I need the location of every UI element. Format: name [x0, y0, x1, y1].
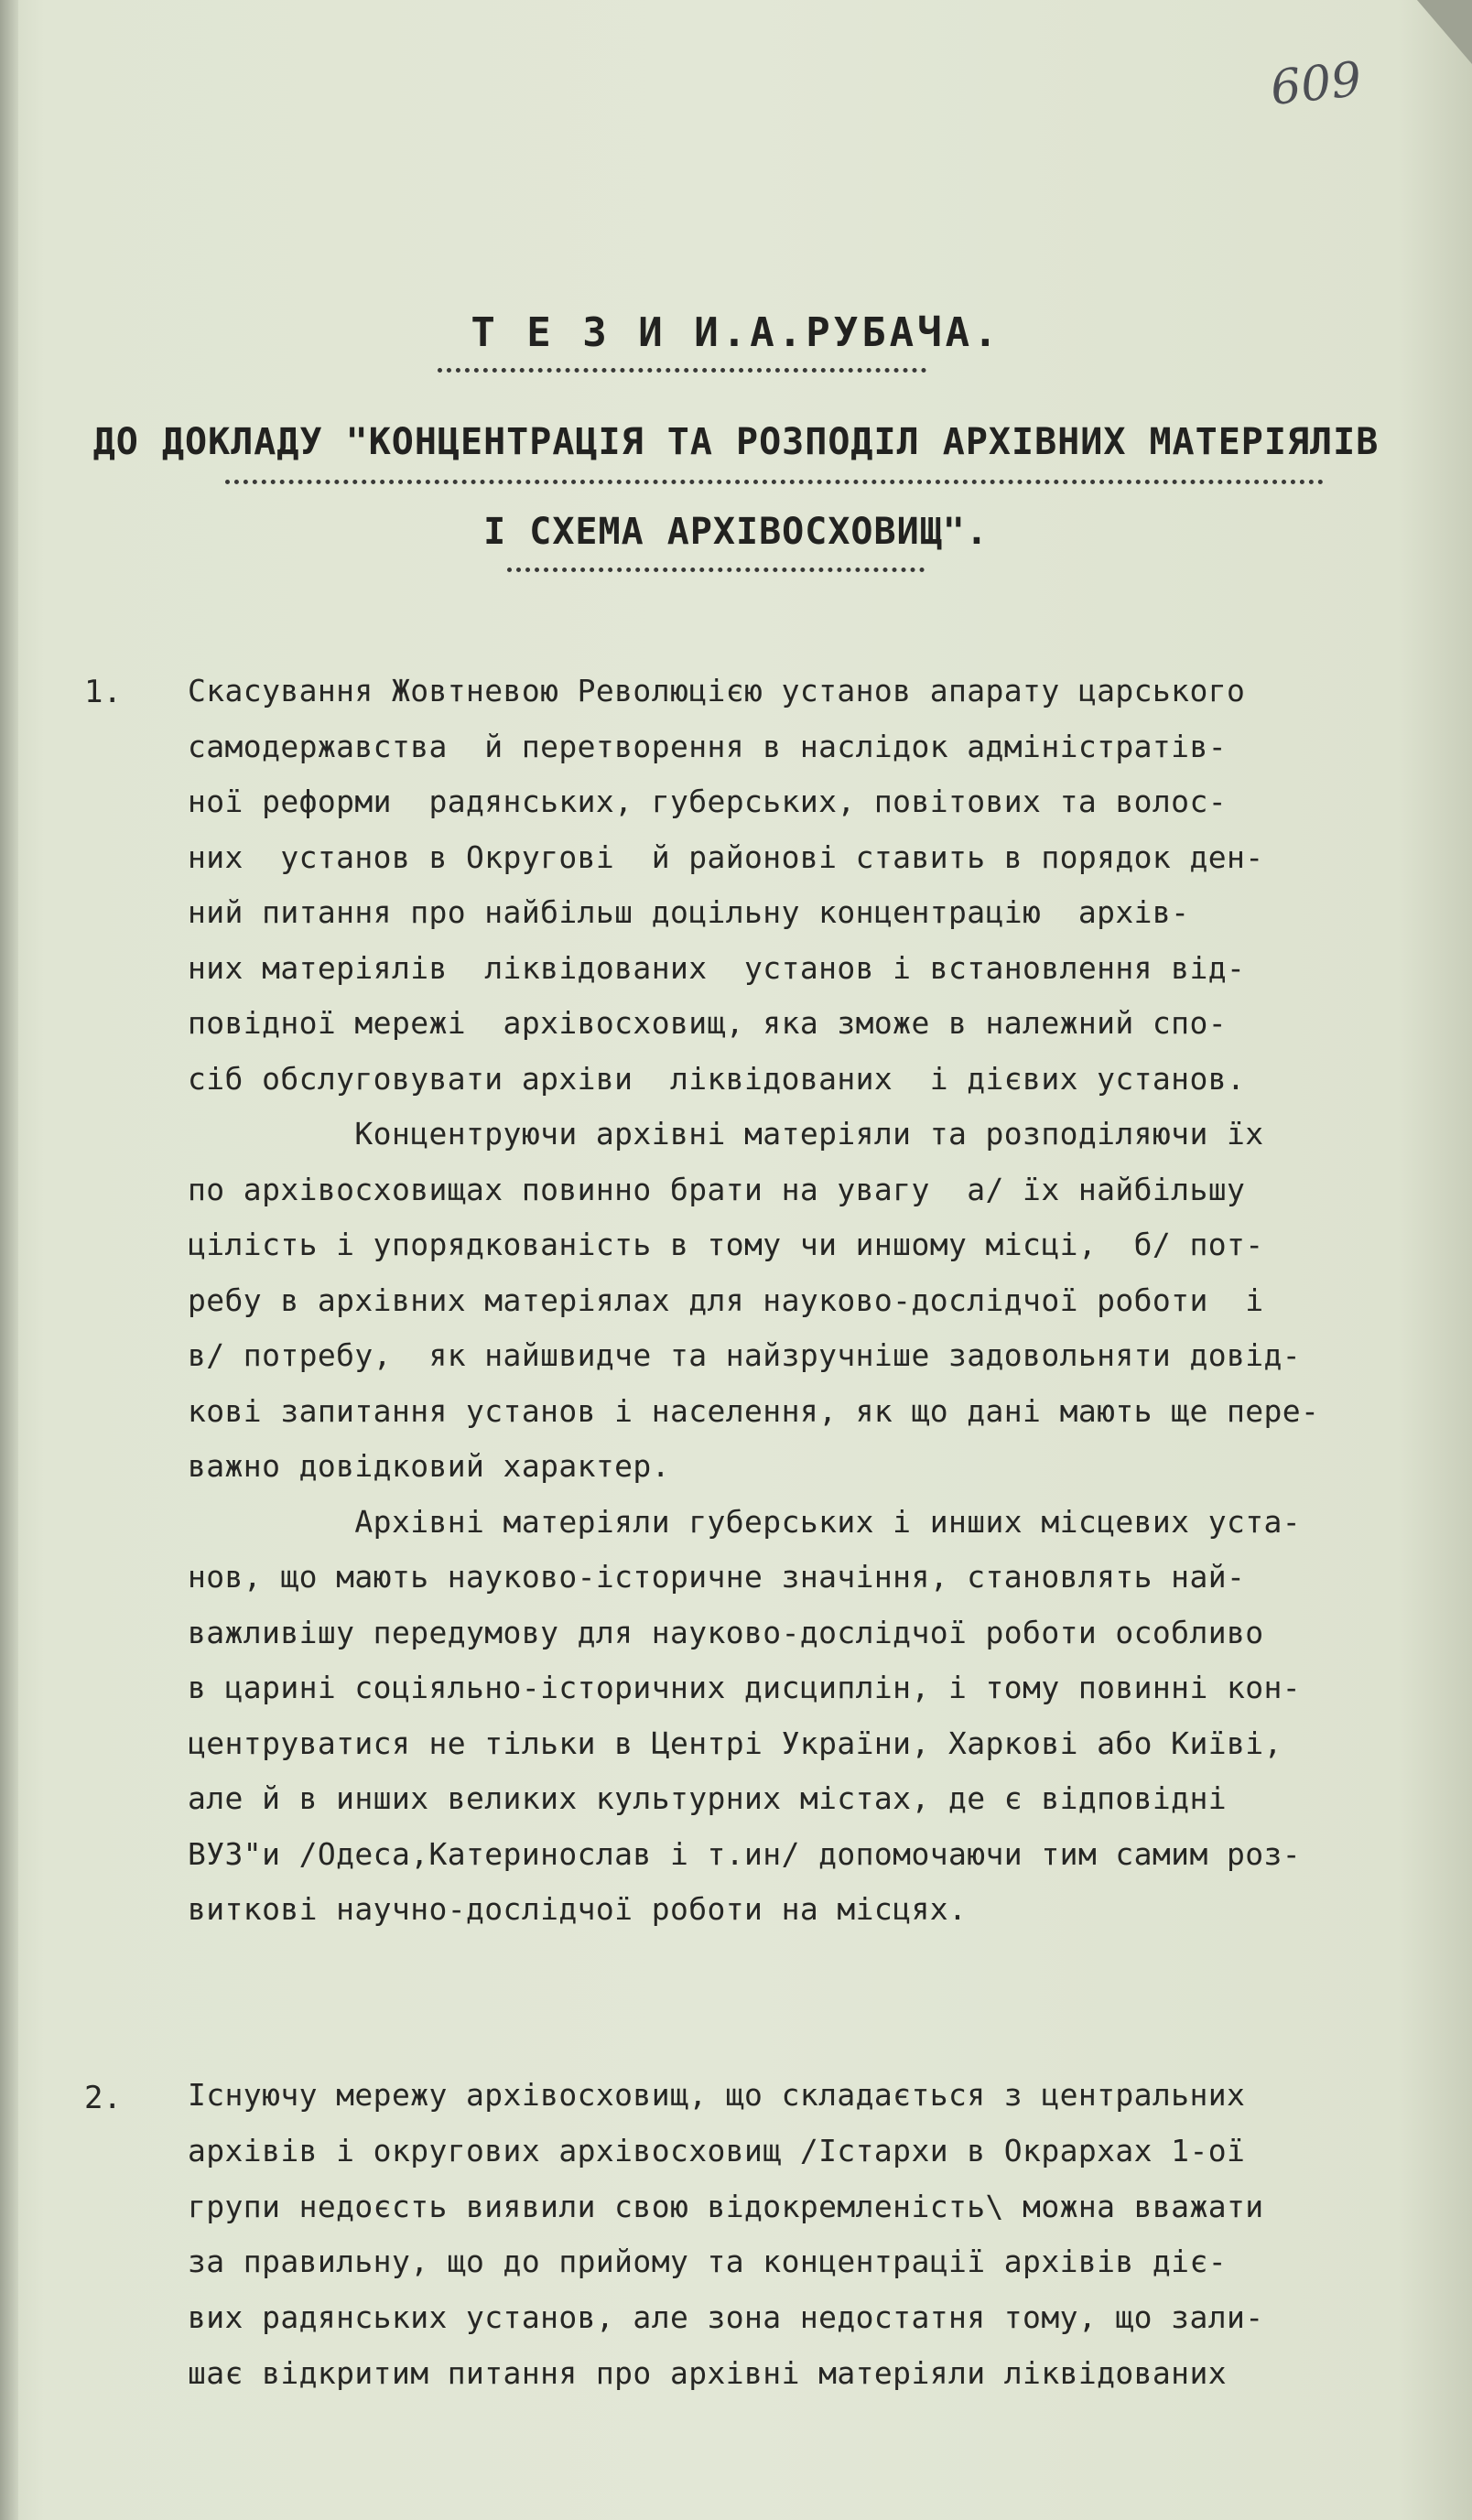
- text-line: Скасування Жовтневою Революцією установ апарату царського: [188, 673, 1246, 708]
- text-line: них матеріялів ліквідованих установ і встановлення від-: [188, 950, 1246, 986]
- text-line: Концентруючи архівні матеріяли та розподіляючи їх: [188, 1116, 1264, 1152]
- text-line: кові запитання установ і населення, як що дані мають ще пере-: [188, 1393, 1320, 1429]
- text-line: архівів і округових архівосховищ /Істархи в Окрархах 1-ої: [188, 2133, 1246, 2168]
- text-line: ної реформи радянських, губерських, повітових та волос-: [188, 784, 1227, 819]
- folio-number: 609: [1268, 51, 1365, 117]
- document-subtitle-line-1: ДО ДОКЛАДУ "КОНЦЕНТРАЦІЯ ТА РОЗПОДІЛ АРХІВНИХ МАТЕРІЯЛІВ: [92, 421, 1380, 463]
- text-line: важливішу передумову для науково-дослідчої роботи особливо: [188, 1615, 1264, 1650]
- page-corner: [1417, 0, 1472, 64]
- text-line: групи недоєсть виявили свою відокремленість\ можна вважати: [188, 2189, 1264, 2224]
- text-line: ребу в архівних матеріялах для науково-дослідчої роботи і: [188, 1282, 1264, 1318]
- text-line: нов, що мають науково-історичне значіння, становлять най-: [188, 1559, 1246, 1595]
- text-line: них установ в Округові й районові ставить в порядок ден-: [188, 839, 1264, 875]
- document-title: Т Е З И И.А.РУБАЧА.: [471, 309, 1001, 356]
- text-line: в/ потребу, як найшвидче та найзручніше задовольняти довід-: [188, 1337, 1302, 1373]
- section-number: 2.: [84, 2080, 122, 2116]
- text-line: повідної мережі архівосховищ, яка зможе в належний спо-: [188, 1005, 1227, 1041]
- text-line: центруватися не тільки в Центрі України, Харкові або Київі,: [188, 1725, 1283, 1761]
- text-line: виткові научно-дослідчої роботи на місцях.: [188, 1891, 968, 1927]
- text-line: шає відкритим питання про архівні матеріяли ліквідованих: [188, 2355, 1227, 2391]
- text-line: за правильну, що до прийому та концентрації архівів діє-: [188, 2244, 1227, 2279]
- text-line: сіб обслуговувати архіви ліквідованих і дієвих установ.: [188, 1061, 1246, 1097]
- text-line: ний питання про найбільш доцільну концентрацію архів-: [188, 894, 1190, 930]
- section-number: 1.: [84, 674, 122, 710]
- text-line: але й в инших великих культурних містах, де є відповідні: [188, 1780, 1227, 1816]
- text-line: самодержавства й перетворення в наслідок адміністратів-: [188, 729, 1227, 764]
- text-line: в царині соціяльно-історичних дисциплін, і тому повинні кон-: [188, 1670, 1302, 1705]
- text-line: по архівосховищах повинно брати на увагу а/ їх найбільшу: [188, 1172, 1246, 1207]
- document-subtitle-line-2: І СХЕМА АРХІВОСХОВИЩ".: [483, 511, 989, 553]
- text-line: Існуючу мережу архівосховищ, що складається з центральних: [188, 2077, 1246, 2113]
- title-underline: [438, 368, 926, 373]
- text-line: ВУЗ"и /Одеса,Катеринослав і т.ин/ допомочаючи тим самим роз-: [188, 1836, 1302, 1872]
- text-line: Архівні матеріяли губерських і инших місцевих уста-: [188, 1504, 1302, 1540]
- subtitle-underline-1: [225, 480, 1324, 484]
- subtitle-underline-2: [507, 568, 925, 572]
- text-line: цілість і упорядкованість в тому чи иншому місці, б/ пот-: [188, 1227, 1264, 1262]
- text-line: важно довідковий характер.: [188, 1448, 670, 1484]
- text-line: вих радянських установ, але зона недостатня тому, що зали-: [188, 2299, 1264, 2335]
